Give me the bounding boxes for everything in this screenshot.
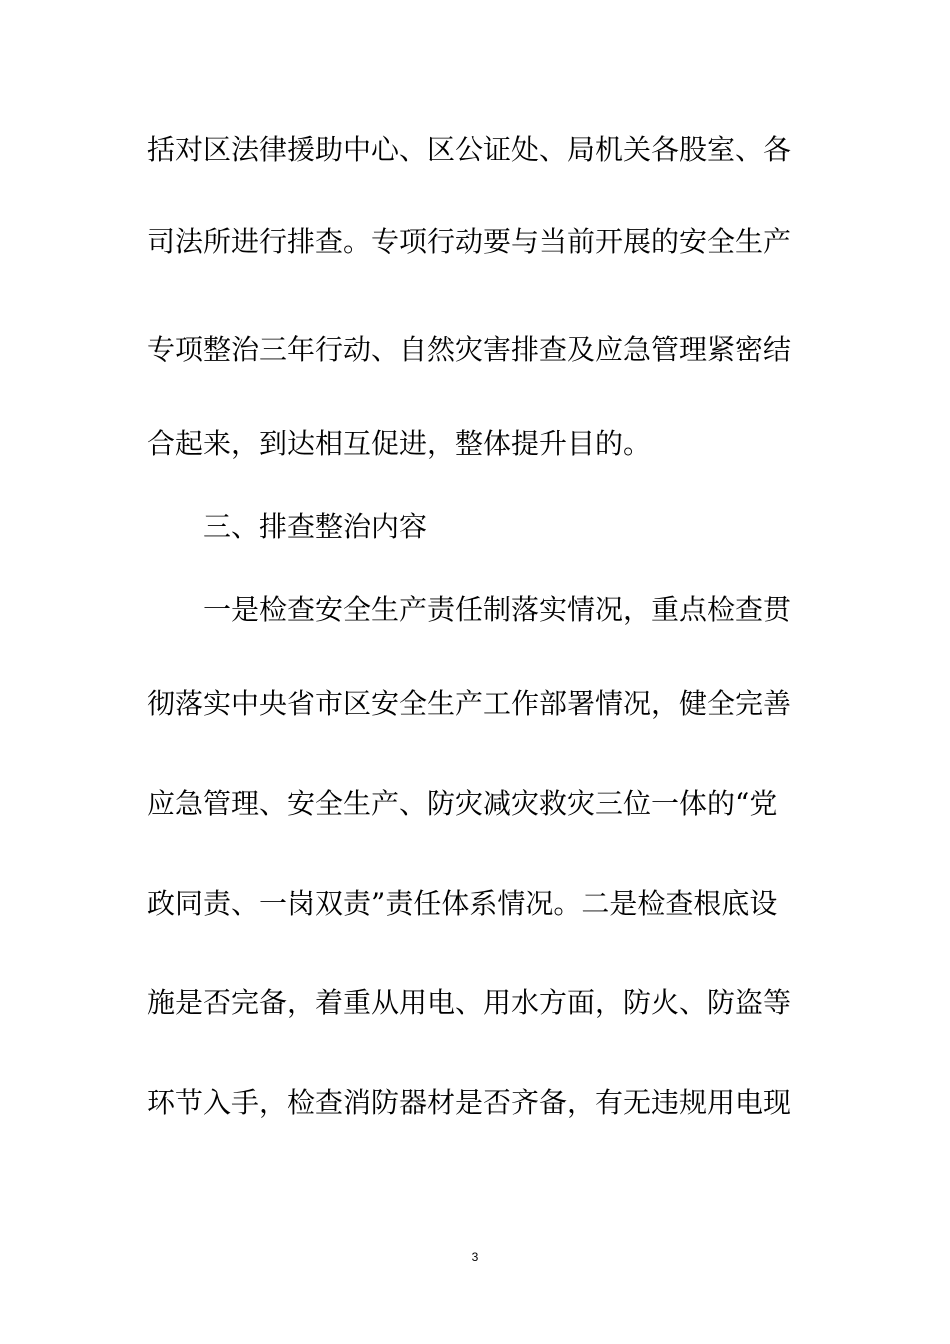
text-line-9: 政同责、一岗双责”责任体系情况。二是检查根底设 (147, 887, 778, 920)
text-line-10: 施是否完备，着重从用电、用水方面，防火、防盗等 (147, 986, 792, 1019)
text-line-11: 环节入手，检查消防器材是否齐备，有无违规用电现 (147, 1086, 792, 1119)
text-line-3: 专项整治三年行动、自然灾害排查及应急管理紧密结 (147, 333, 792, 366)
text-line-8: 应急管理、安全生产、防灾减灾救灾三位一体的“党 (147, 787, 778, 820)
text-line-2: 司法所进行排查。专项行动要与当前开展的安全生产 (147, 225, 792, 258)
text-line-1: 括对区法律援助中心、区公证处、局机关各股室、各 (147, 133, 792, 166)
page-number: 3 (471, 1250, 479, 1264)
text-line-4: 合起来，到达相互促进，整体提升目的。 (147, 427, 652, 460)
text-line-6: 一是检查安全生产责任制落实情况，重点检查贯 (203, 593, 792, 626)
text-line-7: 彻落实中央省市区安全生产工作部署情况，健全完善 (147, 687, 792, 720)
section-heading: 三、排查整治内容 (203, 510, 428, 543)
